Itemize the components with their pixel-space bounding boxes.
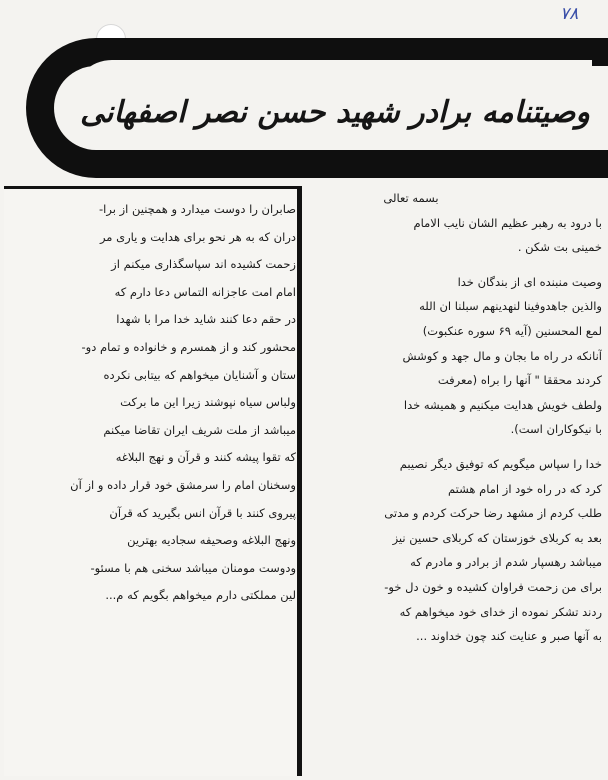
right-line: خمینی بت شکن .	[517, 240, 602, 255]
right-line: به آنها صبر و عنایت کند چون خداوند ...	[416, 629, 602, 644]
right-line: با درود به رهبر عظیم الشان نایب الامام	[413, 215, 602, 230]
left-line: ونهج البلاغه وصحیفه سجادیه بهترین	[127, 533, 296, 548]
left-line: وسخنان امام را سرمشق خود قرار داده و از آن	[70, 477, 296, 492]
right-line: خدا را سپاس میگویم که توفیق دیگر نصیبم	[399, 456, 602, 471]
left-line: محشور کند و از همسرم و خانواده و تمام دو-	[81, 339, 296, 354]
right-line: کرد که در راه خود از امام هشتم	[448, 481, 602, 496]
left-line: ولباس سیاه نپوشند زیرا این ما برکت	[120, 395, 296, 410]
left-line: ودوست مومنان میباشد سخنی هم با مسئو-	[90, 560, 296, 575]
right-line: کردند محققا " آنها را براه (معرفت	[437, 373, 602, 388]
right-line: بعد به کربلای خوزستان که کربلای حسین نیز	[392, 530, 602, 545]
left-line: دران که به هر نحو برای هدایت و یاری مر	[99, 229, 296, 244]
left-column	[10, 196, 296, 610]
right-line: والذین جاهدوفینا لنهدینهم سبلنا ان الله	[419, 299, 602, 314]
right-column	[310, 186, 602, 649]
page-number: ۷۸	[560, 4, 579, 24]
right-line: ولطف خویش هدایت میکنیم و همیشه خدا	[403, 397, 602, 412]
right-line: وصیت منبنده ای از بندگان خدا	[457, 274, 602, 289]
right-line: با نیکوکاران است).	[510, 422, 602, 437]
bismillah-heading: بسمه تعالی	[383, 191, 439, 205]
left-line: لین مملکتی دارم میخواهم بگویم که م...	[105, 588, 296, 603]
right-line: برای من زحمت فراوان کشیده و خون دل خو-	[384, 579, 602, 594]
right-line: ردند تشکر نموده از خدای خود میخواهم که	[399, 604, 602, 619]
right-line: طلب کردم از مشهد رضا حرکت کردم و مدتی	[384, 506, 602, 521]
left-line: صابران را دوست میدارد و همچنین از برا-	[99, 202, 296, 216]
left-line: پیروی کنند با قرآن انس بگیرید که قرآن	[109, 505, 296, 520]
right-line: میباشد رهسپار شدم از برادر و مادرم که	[410, 555, 602, 570]
left-line: در حقم دعا کنند شاید خدا مرا با شهدا	[116, 312, 296, 327]
left-line: میباشد از ملت شریف ایران تقاضا میکنم	[103, 422, 296, 437]
left-line: امام امت عاجزانه التماس دعا دارم که	[114, 284, 296, 299]
right-line: آنانکه در راه ما بجان و مال جهد و کوشش	[402, 348, 602, 363]
left-line: که تقوا پیشه کنند و قرآن و نهج البلاغه	[115, 450, 296, 465]
right-line: لمع المحسنین (آیه ۶۹ سوره عنکبوت)	[422, 323, 602, 338]
document-title: وصیتنامه برادر شهید حسن نصر اصفهانی	[80, 95, 590, 130]
left-line: زحمت کشیده اند سپاسگذاری میکنم از	[111, 257, 296, 272]
left-line: ستان و آشنایان میخواهم که بیتابی نکرده	[103, 367, 296, 382]
